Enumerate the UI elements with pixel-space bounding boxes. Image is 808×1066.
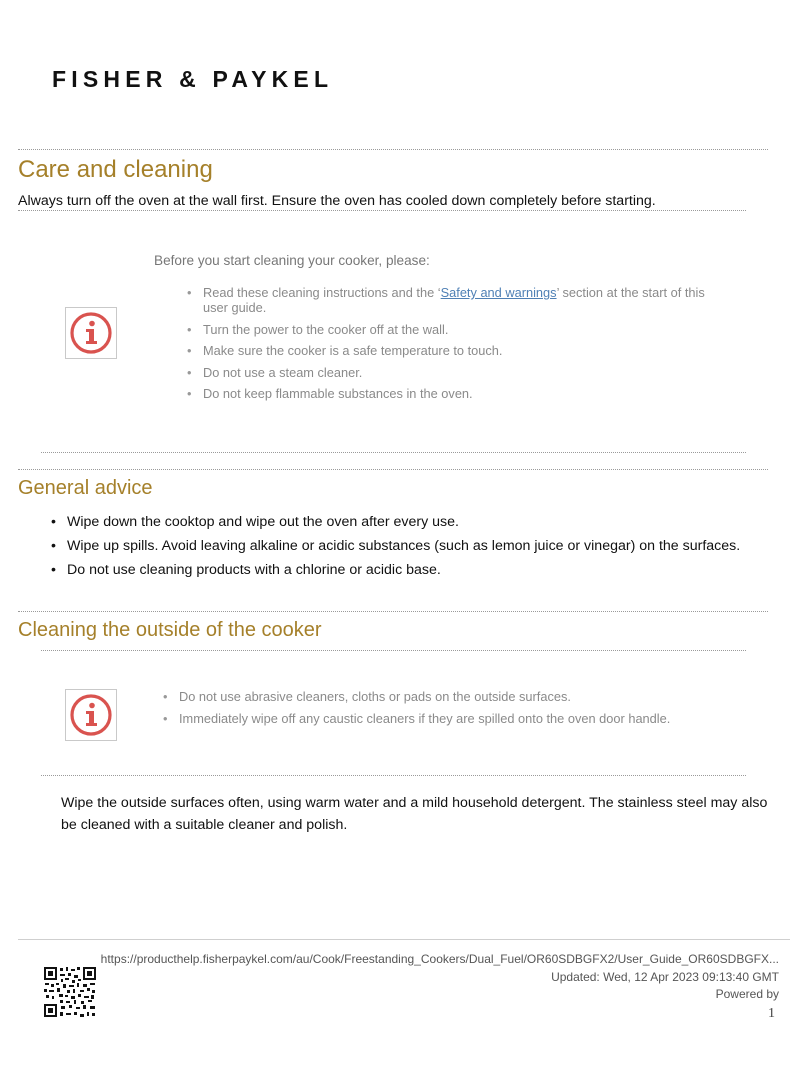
info-notice-box <box>65 307 117 359</box>
divider <box>18 469 768 470</box>
divider <box>41 775 746 776</box>
footer-url: https://producthelp.fisherpaykel.com/au/Cook/Freestanding_Cookers/Dual_Fuel/OR60SDBGFX2/User_Guide_OR60SDBGFX... <box>100 952 779 966</box>
list-item: • Wipe up spills. Avoid leaving alkaline or acidic substances (such as lemon juice or vinegar) on the surfaces. <box>51 538 740 554</box>
divider <box>41 650 746 651</box>
general-list <box>51 514 740 586</box>
safety-warnings-link[interactable]: Safety and warnings <box>440 285 557 300</box>
section-title-care: Care and cleaning <box>18 156 213 183</box>
footer-updated: Updated: Wed, 12 Apr 2023 09:13:40 GMT <box>551 970 779 984</box>
list-item: • Wipe down the cooktop and wipe out the oven after every use. <box>51 514 740 530</box>
notice-list <box>187 285 717 408</box>
footer-divider <box>18 939 790 940</box>
info-icon <box>68 310 114 356</box>
divider <box>18 210 746 211</box>
outside-paragraph-line1: Wipe the outside surfaces often, using warm water and a mild household detergent. The stainless steel may also <box>61 795 768 811</box>
list-item: • Read these cleaning instructions and the ‘Safety and warnings’ section at the start of this user guide. <box>187 285 717 315</box>
list-item: • Do not keep flammable substances in the oven. <box>187 386 717 401</box>
footer-powered-by: Powered by <box>715 987 779 1001</box>
divider <box>18 611 768 612</box>
page-number: 1 <box>768 1006 775 1021</box>
section-title-general: General advice <box>18 477 153 499</box>
list-item: • Do not use cleaning products with a chlorine or acidic base. <box>51 562 740 578</box>
divider <box>41 452 746 453</box>
qr-code-icon <box>43 966 97 1018</box>
brand-logo: FISHER & PAYKEL <box>52 66 334 92</box>
divider <box>18 149 768 150</box>
list-item: • Make sure the cooker is a safe temperature to touch. <box>187 343 717 358</box>
notice-title: Before you start cleaning your cooker, please: <box>154 253 430 268</box>
list-item: • Do not use abrasive cleaners, cloths or pads on the outside surfaces. <box>163 689 763 704</box>
list-item: • Do not use a steam cleaner. <box>187 365 717 380</box>
list-item: • Immediately wipe off any caustic cleaners if they are spilled onto the oven door handle. <box>163 711 763 726</box>
outside-paragraph-line2: be cleaned with a suitable cleaner and polish. <box>61 817 348 833</box>
outside-notice-list <box>163 689 763 732</box>
section-title-outside: Cleaning the outside of the cooker <box>18 619 322 641</box>
info-notice-box <box>65 689 117 741</box>
list-item: • Turn the power to the cooker off at the wall. <box>187 322 717 337</box>
care-intro: Always turn off the oven at the wall first. Ensure the oven has cooled down completely before starting. <box>18 193 656 209</box>
info-icon <box>68 692 114 738</box>
